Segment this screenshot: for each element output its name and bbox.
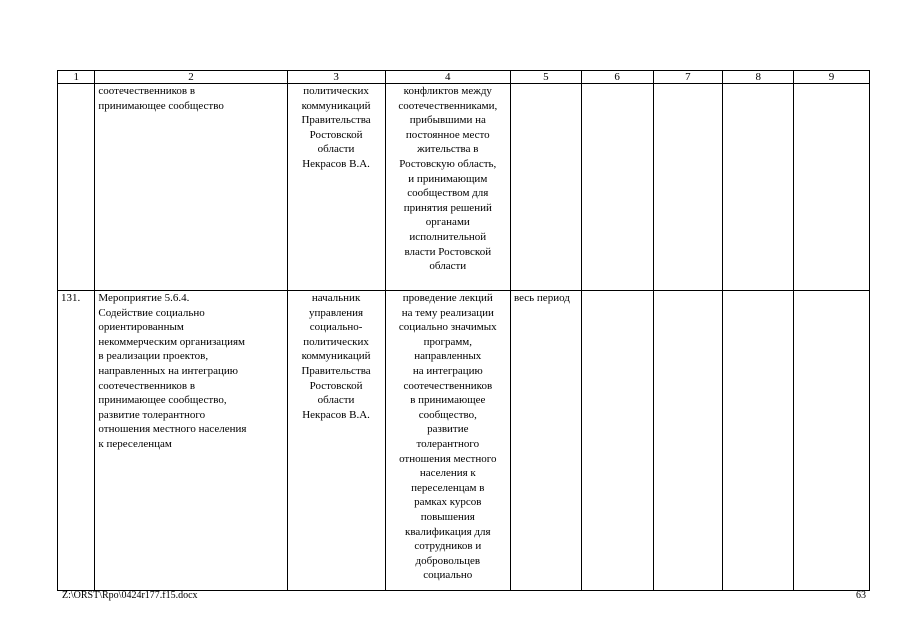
empty-cell: [723, 291, 794, 591]
cell-text-line: принятия решений: [403, 201, 492, 214]
cell-text-line: программ,: [423, 335, 473, 348]
header-cell: 1: [58, 71, 95, 84]
cell-text-line: начальник: [311, 292, 361, 304]
cell-text-line: прибывшими на: [409, 114, 486, 127]
cell-text-line: Некрасов В.А.: [302, 408, 370, 421]
responsible-cell: [287, 84, 385, 291]
cell-text-line: развитие толерантного: [98, 408, 206, 421]
cell-text-line: отношения местного: [399, 452, 497, 465]
cell-text-line: области: [429, 260, 467, 273]
cell-text-line: области: [317, 394, 355, 407]
header-cell: 7: [653, 71, 723, 84]
cell-text-line: некоммерческим организациям: [98, 335, 245, 348]
cell-text-line: постоянное место: [405, 128, 490, 141]
cell-text-line: Содействие социально: [98, 306, 205, 319]
cell-text-line: к переселенцам: [98, 437, 172, 450]
page-number: 63: [856, 590, 866, 601]
cell-text-line: коммуникаций: [301, 350, 371, 363]
header-cell: 8: [723, 71, 794, 84]
result-cell: [385, 84, 510, 291]
cell-text-line: в реализации проектов,: [98, 350, 209, 363]
cell-text-line: политических: [303, 85, 369, 97]
cell-text-line: добровольцев: [415, 554, 481, 567]
cell-text-line: социально: [423, 569, 473, 582]
cell-text-line: и принимающим: [408, 172, 488, 185]
header-cell: 5: [510, 71, 581, 84]
cell-text-line: повышения: [420, 510, 475, 523]
cell-text-line: на тему реализации: [401, 306, 494, 319]
header-cell: 2: [95, 71, 287, 84]
empty-cell: [653, 291, 723, 591]
row-number-cell: 131.: [58, 291, 95, 591]
cell-text-line: переселенцам в: [411, 481, 485, 494]
measure-cell: [95, 84, 287, 291]
empty-cell: [794, 84, 870, 291]
cell-text-line: Правительства: [301, 364, 371, 377]
cell-text-line: управления: [309, 306, 364, 319]
cell-text-line: исполнительной: [409, 230, 487, 243]
cell-text-line: проведение лекций: [402, 292, 493, 304]
cell-text-line: толерантного: [416, 437, 480, 450]
cell-text-line: жительства в: [417, 143, 479, 156]
cell-text-line: соотечественников в: [98, 85, 196, 97]
empty-cell: [581, 84, 653, 291]
header-cell: 4: [385, 71, 510, 84]
cell-text-line: направленных на интеграцию: [98, 364, 239, 377]
cell-text-line: на интеграцию: [412, 364, 483, 377]
plan-table: [57, 70, 870, 591]
cell-text-line: социально значимых: [398, 321, 497, 334]
cell-text-line: сообщество,: [418, 408, 477, 421]
cell-text-line: соотечественников в: [98, 379, 196, 392]
cell-text-line: области: [317, 143, 355, 156]
cell-text-line: направленных: [414, 350, 482, 363]
period-cell: [510, 84, 581, 291]
cell-text-line: отношения местного населения: [98, 423, 247, 436]
cell-text-line: развитие: [427, 423, 469, 436]
measure-cell: [95, 291, 287, 591]
empty-cell: [581, 291, 653, 591]
empty-cell: [794, 291, 870, 591]
header-cell: 3: [287, 71, 385, 84]
cell-text-line: органами: [425, 216, 470, 229]
table-row: [58, 84, 870, 291]
responsible-cell: [287, 291, 385, 591]
cell-text-line: квалификация для: [405, 525, 491, 538]
cell-text-line: принимающее сообщество: [98, 99, 224, 112]
result-cell: [385, 291, 510, 591]
cell-text-line: Ростовской: [309, 128, 363, 141]
header-cell: 6: [581, 71, 653, 84]
cell-text-line: Ростовской: [309, 379, 363, 392]
table-row: [58, 291, 870, 591]
cell-text-line: соотечественников: [403, 379, 493, 392]
file-path-footer: Z:\ORST\Rpo\0424r177.f15.docx: [62, 590, 198, 601]
cell-text-line: коммуникаций: [301, 99, 371, 112]
cell-text-line: политических: [303, 335, 369, 348]
header-row: [58, 71, 870, 84]
cell-text-line: сообществом для: [407, 187, 489, 200]
cell-text-line: сотрудников и: [414, 540, 482, 553]
cell-text-line: власти Ростовской: [404, 245, 492, 258]
cell-text-line: ориентированным: [98, 321, 184, 334]
cell-text-line: конфликтов между: [403, 85, 492, 97]
cell-text-line: населения к: [419, 467, 476, 480]
header-cell: 9: [794, 71, 870, 84]
cell-text-line: принимающее сообщество,: [98, 394, 227, 407]
cell-text-line: социально-: [309, 321, 363, 334]
cell-text-line: Ростовскую область,: [399, 157, 497, 170]
period-cell: весь период: [510, 291, 581, 591]
empty-cell: [653, 84, 723, 291]
cell-text-line: Некрасов В.А.: [302, 157, 370, 170]
cell-text-line: рамках курсов: [414, 496, 482, 509]
cell-text-line: Мероприятие 5.6.4.: [98, 292, 190, 304]
empty-cell: [723, 84, 794, 291]
row-number-cell: [58, 84, 95, 291]
cell-text-line: в принимающее: [410, 394, 486, 407]
cell-text-line: Правительства: [301, 114, 371, 127]
cell-text-line: соотечественниками,: [398, 99, 498, 112]
